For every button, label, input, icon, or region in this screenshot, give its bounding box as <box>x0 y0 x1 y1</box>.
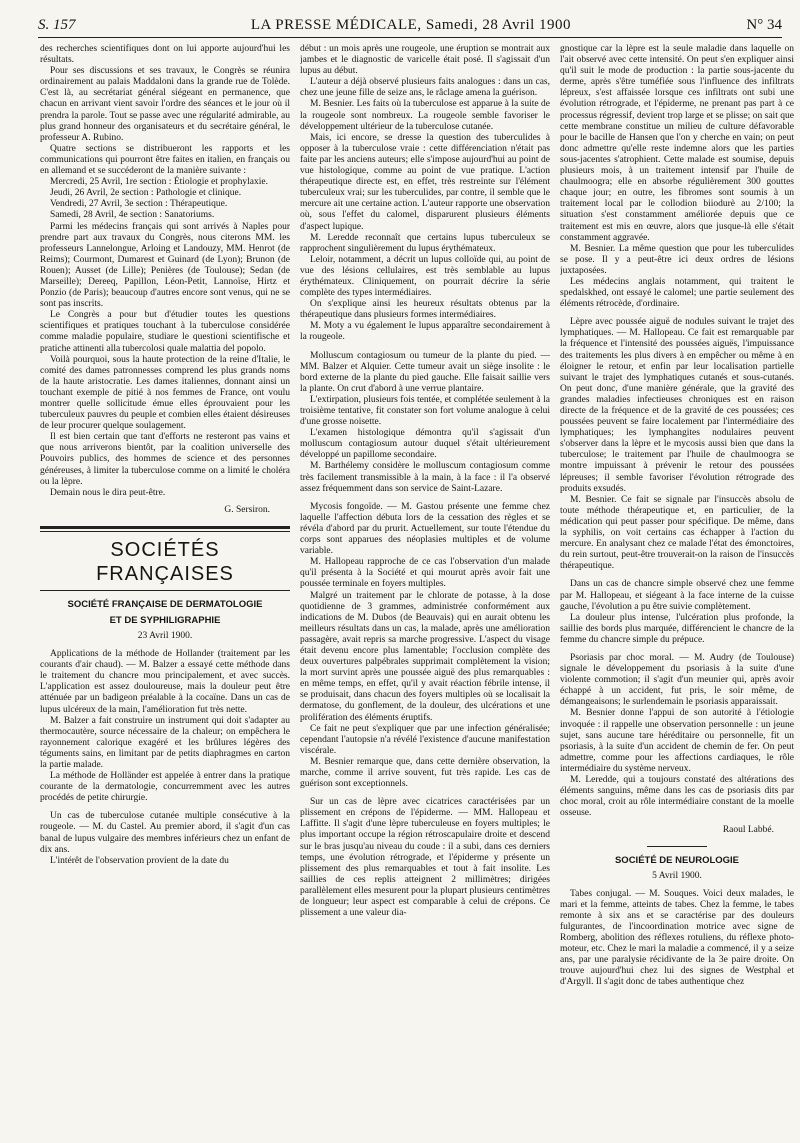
paragraph: M. Hallopeau rapproche de ce cas l'observation d'un malade qu'il présenta à la Société et qui mourut après avoir fait une poussée terminale en foyers multiples. <box>300 557 550 590</box>
divider <box>40 531 290 532</box>
section-schedule: Samedi, 28 Avril, 4e section : Sanatoriums. <box>50 210 215 221</box>
paragraph: M. Moty a vu également le lupus apparaître secondairement à la rougeole. <box>300 321 550 343</box>
paragraph: Molluscum contagiosum ou tumeur de la plante du pied. — MM. Balzer et Alquier. Cette tumeur avait un siège insolite : le bord externe de la plante du pied gauche. Elle faisait saillie vers la plante. On crut d'abord à une verrue plantaire. <box>300 350 550 394</box>
section-schedule: Vendredi, 27 Avril, 3e section : Thérapeutique. <box>50 199 228 210</box>
paragraph: M. Balzer a fait construire un instrument qui doit s'adapter au thermocautère, source nécessaire de la chaleur; on empêchera le rayonnement calorique exagéré et les brûlures légères des téguments sains, en limitant par de petits diaphragmes en carton la partie malade. <box>40 715 290 770</box>
paragraph: Le Congrès a pour but d'étudier toutes les questions scientifiques et pratiques touchant à la tuberculose considérée comme maladie populaire, studiare le questioni scientifische et pratiche attinenti alla tubercolosi quale malattia del popolo. <box>40 310 290 354</box>
paragraph: Les médecins anglais notamment, qui traitent le spedalskhed, ont essayé le calomel; une partie seulement des éléments rétrocède, d'ordinaire. <box>560 276 794 310</box>
society-heading: SOCIÉTÉ DE NEUROLOGIE <box>614 855 740 867</box>
section-heading: SOCIÉTÉS FRANÇAISES <box>96 538 234 585</box>
divider <box>40 590 290 591</box>
paragraph: Mycosis fongoïde. — M. Gastou présente une femme chez laquelle l'affection débuta lors de la cessation des règles et se révéla d'abord par du prurit. Actuellement, sur toute l'étendue du corps sont apparues des néoplasies multiples et de volume variable. <box>300 501 550 557</box>
paragraph: M. Besnier remarque que, dans cette dernière observation, la marche, comme il arrive souvent, fut très rapide. Les cas de guérison sont exceptionnels. <box>300 756 550 790</box>
paragraph: Leloir, notamment, a décrit un lupus colloïde qui, au point de vue des lésions cellulaires, est très semblable au lupus érythémateux. Cliniquement, on pourrait décrire la série complète des types intermédiaires. <box>300 254 550 299</box>
journal-title: LA PRESSE MÉDICALE, Samedi, 28 Avril 1900 <box>250 17 572 33</box>
paragraph: M. Besnier donne l'appui de son autorité à l'étiologie invoquée : il rappelle une observation personnelle : un jeune sujet, sans aucune tare héréditaire ou personnelle, fit un psoriasis, à la suite d'un accident de chemin de fer. On peut admettre, comme pour les affections cardiaques, le rôle intermédiaire du système nerveux. <box>560 708 794 774</box>
paragraph: Sur un cas de lèpre avec cicatrices caractérisées par un plissement en crépons de l'épiderme. — MM. Hallopeau et Laffitte. Il s'agit d'une lèpre tuberculeuse en foyers multiples; le plus important occupe la région rétroscapulaire droite et descend sur le bras jusqu'au niveau du coude : il a subi, dans ces derniers temps, une évolution rétrograde, et l'épiderme y présente un plissement des plus remarquables et tout à fait insolite. Les saillies de ces replis atteignent 2 millimètres; dirigées parallèlement elles mesurent pour la plupart plusieurs centimètres de longueur; leur aspect est comparable à celui de crépons. Ce plissement a une valeur dia- <box>300 797 550 919</box>
session-date: 23 Avril 1900. <box>137 630 193 641</box>
paragraph: Malgré un traitement par le chlorate de potasse, à la dose quotidienne de 3 grammes, administrée conformément aux indications de M. Dubos (de Beauvais) qui en aurait obtenu les meilleurs résultats dans un cas, la malade, après une amélioration passagère, avait repris sa marche progressive. L'aspect du visage était devenu encore plus lamentable; l'occlusion complète des deux ouvertures palpébrales supprimait complètement la vision; la mort survint après une poussée aiguë des plus remarquables : en même temps, en effet, qu'il y avait réaction fébrile intense, il se produisait, dans chacun des foyers multiples où se localisait la dermatose, du gonflement, de la douleur, des ulcérations et une prolifération des éléments éruptifs. <box>300 590 550 723</box>
paragraph: L'examen histologique démontra qu'il s'agissait d'un molluscum contagiosum autour duquel s'était ultérieurement développé un papillome secondaire. <box>300 428 550 461</box>
signature: Raoul Labbé. <box>722 825 774 836</box>
column-1 <box>40 44 290 1139</box>
section-schedule: Jeudi, 26 Avril, 2e section : Pathologie et clinique. <box>50 188 242 199</box>
signature: G. Sersiron. <box>224 504 270 515</box>
paragraph: M. Besnier. Ce fait se signale par l'insuccès absolu de toute méthode thérapeutique et, en particulier, de la médication qui peut passer pour spécifique. De même, dans la syphilis, on voit certains cas échapper à l'action du mercure. En analysant chez ce malade l'état des émonctoires, du rein surtout, peut-être trouverait-on la raison de l'insuccès thérapeutique. <box>560 494 794 572</box>
paragraph: L'extirpation, plusieurs fois tentée, et complétée seulement à la troisième tentative, fit constater son fort volume analogue à celui d'une grosse noisette. <box>300 394 550 428</box>
paragraph: Ce fait ne peut s'expliquer que par une infection généralisée; cependant l'autopsie n'a révélé l'existence d'aucune manifestation viscérale. <box>300 723 550 756</box>
paragraph: M. Leredde reconnaît que certains lupus tuberculeux se rapprochent singulièrement du lupus érythémateux. <box>300 232 550 254</box>
paragraph: Demain nous le dira peut-être. <box>50 487 166 498</box>
paragraph: gnostique car la lèpre est la seule maladie dans laquelle on l'ait observé avec cette intensité. On peut s'en expliquer ainsi qu'il suit le mode de production : la partie sous-jacente du derme, après s'être tuméfiée sous l'influence des infiltrats lépreux, s'est affaissée lorsque ces infiltrats ont subi une évolution rétrograde, et l'épiderme, ne prenant pas part à ce processus régressif, devient trop large et se plisse; on sait que cette membrane constitue un milieu de culture défavorable pour le bacille de Hansen que l'on y cherche en vain; on peut donc admettre qu'elle reste indemne alors que les parties sous-jacentes s'atrophient. Cette malade est soumise, depuis plusieurs mois, à un traitement intensif par l'huile de chaulmoogra; elle en absorbe régulièrement 300 gouttes chaque jour; en outre, les fibromes sont soumis à un traitement local par le collodion biiodurè au 2/100; la situation s'est constamment améliorée depuis que ce traitement est mis en œuvre, alors que jusque-là elle s'était constamment aggravée. <box>560 44 794 243</box>
paragraph: Psoriasis par choc moral. — M. Audry (de Toulouse) signale le développement du psoriasis à la suite d'une violente commotion; il s'agit d'un meunier qui, après avoir échappé à un accident, fut pris, le soir même, de démangeaisons; le surlendemain le psoriasis apparaissait. <box>560 652 794 708</box>
paragraph: Quatre sections se distribueront les rapports et les communications qui pourront être faites en italien, en français ou en allemand et se succéderont de la manière suivante : <box>40 143 290 177</box>
paragraph: début : un mois après une rougeole, une éruption se montrait aux jambes et le diagnostic de varicelle était posé. Il s'agissait d'un lupus au début. <box>300 44 550 77</box>
paragraph: Pour ses discussions et ses travaux, le Congrès se réunira ordinairement au palais Maddaloni dans la grande rue de Tolède. C'est là, au secrétariat général siégeant en permanence, que chacun en arrivant vient savoir l'ordre des séances et le jour où il prendra la parole. Tout se passe avec une régularité admirable, au plus grand honneur des organisateurs et du secrétaire général, le professeur A. Rubino. <box>40 66 290 143</box>
society-line: SOCIÉTÉ FRANÇAISE DE DERMATOLOGIE <box>67 598 263 610</box>
section-schedule: Mercredi, 25 Avril, 1re section : Étiologie et prophylaxie. <box>50 177 268 188</box>
paragraph: Applications de la méthode de Hollander (traitement par les courants d'air chaud). — M. Balzer a essayé cette méthode dans le traitement du chancre mou principalement, et avec succès. L'application est assez douloureuse, mais la douleur peut être atténuée par un badigeon préalable à la cocaïne. Dans un cas de lupus ulcéreux de la main, l'amélioration fut très nette. <box>40 649 290 715</box>
paragraph: On s'explique ainsi les heureux résultats obtenus par la thérapeutique dans plusieurs formes intermédiaires. <box>300 299 550 321</box>
page-header <box>38 8 782 38</box>
paragraph: L'auteur a déjà observé plusieurs faits analogues : dans un cas, chez une jeune fille de seize ans, le râclage amena la guérison. <box>300 77 550 99</box>
paragraph: La douleur plus intense, l'ulcération plus profonde, la saillie des bords plus marquée, différencient le chancre de la femme du chancre simple du prépuce. <box>560 612 794 645</box>
session-date: 5 Avril 1900. <box>652 871 702 882</box>
paragraph: M. Barthélemy considère le molluscum contagiosum comme très facilement transmissible à la main, à la face : il l'a observé assez fréquemment dans son service de Saint-Lazare. <box>300 461 550 494</box>
society-heading <box>40 597 290 629</box>
issue-number: N° 34 <box>746 17 782 33</box>
paragraph: L'intérêt de l'observation provient de la date du <box>50 855 229 866</box>
paragraph: des recherches scientifiques dont on lui apporte aujourd'hui les résultats. <box>40 44 290 66</box>
paragraph: Mais, ici encore, se dresse la question des tuberculides à opposer à la tuberculose vraie : cette différenciation n'était pas faite par les anciens auteurs; elle s'impose aujourd'hui au point de vue histologique, comme au point de vue pratique. L'action thérapeutique directe est, en effet, très restreinte sur l'élément tuberculeux vrai; sur les tuberculides, par contre, il semble que le mercure ait une certaine action. L'auteur rapporte une observation où, sous l'effet du calomel, disparurent plusieurs éléments d'aspect lupique. <box>300 132 550 232</box>
society-line: ET DE SYPHILIGRAPHIE <box>109 614 221 626</box>
divider <box>647 846 707 847</box>
paragraph: Lèpre avec poussée aiguë de nodules suivant le trajet des lymphatiques. — M. Hallopeau. Ce fait est remarquable par la fréquence et l'intensité des poussées aiguës, l'impuissance des traitements les plus divers à en empêcher ou même à en éloigner le retour, et enfin par leur localisation partielle suivant le trajet des lymphatiques cutanés et sous-cutanés. On peut donc, d'une manière générale, que la gravité des grandes maladies infectieuses chroniques est en raison directe de la fréquence et de la gravité de ces poussées; ces poussées peuvent se faire localement par l'intermédiaire des lymphatiques; les lymphangites nodulaires peuvent s'observer dans la lèpre et le mycosis aussi bien que dans la tuberculose; le traitement par l'huile de chaulmoogra se montre impuissant à prévenir le retour des poussées lépreuses; il semble favoriser l'évolution rétrograde des produits exsudés. <box>560 317 794 494</box>
paragraph: M. Besnier. La même question que pour les tuberculides se pose. Il y a peut-être ici deux ordres de lésions juxtaposées. <box>560 243 794 276</box>
paragraph: Dans un cas de chancre simple observé chez une femme par M. Hallopeau, et siégeant à la face interne de la cuisse gauche, l'évolution a pu être suivie complètement. <box>560 579 794 612</box>
paragraph: Un cas de tuberculose cutanée multiple consécutive à la rougeole. — M. du Castel. Au premier abord, il s'agit d'un cas banal de lupus vulgaire des membres inférieurs chez un enfant de dix ans. <box>40 811 290 855</box>
column-3 <box>560 44 794 1139</box>
column-2 <box>300 44 550 1139</box>
divider <box>40 526 290 529</box>
paragraph: Voilà pourquoi, sous la haute protection de la reine d'Italie, le comité des dames patronnesses comprend les plus grands noms de la haute aristocratie. Les dames italiennes, donnant ainsi un touchant exemple de pitié à nos femmes de France, ont voulu montrer quelle sollicitude émue elles éprouvaient pour les tuberculeux pauvres du peuple et combien elles étaient désireuses de leur procurer quelque soulagement. <box>40 354 290 432</box>
paragraph: Il est bien certain que tant d'efforts ne resteront pas vains et que nous arriverons bientôt, par la coalition universelle des Pouvoirs publics, des hommes de science et des personnes généreuses, à limiter la tuberculose comme on a limité le choléra ou la lèpre. <box>40 432 290 487</box>
paragraph: M. Besnier. Les faits où la tuberculose est apparue à la suite de la rougeole sont nombreux. La rougeole semble favoriser le développement ultérieur de la tuberculose cutanée. <box>300 99 550 132</box>
page-number: S. 157 <box>38 17 76 33</box>
paragraph: La méthode de Holländer est appelée à entrer dans la pratique courante de la dermatologie, concurremment avec les autres procédés de petite chirurgie. <box>40 771 290 804</box>
paragraph: Tabes conjugal. — M. Souques. Voici deux malades, le mari et la femme, atteints de tabes. Chez la femme, le tabes remonte à six ans et se caractérise par des douleurs fulgurantes, de l'incoordination motrice avec signe de Romberg, abolition des réflexes rotuliens, du réflexe photo-moteur, etc. Chez le mari la maladie a commencé, il y a seize ans, par une paralysie récidivante de la 3e paire droite. On trouve aujourd'hui chez lui des signes de Westphal et d'Argyll. Il s'agit donc de tabes authentique chez <box>560 888 794 988</box>
paragraph: Parmi les médecins français qui sont arrivés à Naples pour prendre part aux travaux du Congrès, nous citerons MM. les professeurs Lannelongue, Arloing et Landouzy, MM. Henrot (de Reims); Courmont, Dumarest et Guinard (de Lyon); Brunon (de Rouen); Ausset (de Lille); Penières (de Toulouse); Sedan (de Marseille); Dereeq, Papillon, Léon-Petit, Lannoïse, Hirtz et Ponzio (de Paris); beaucoup d'autres encore sont venus, qui ne se sont pas inscrits. <box>40 221 290 310</box>
paragraph: M. Leredde, qui a toujours constaté des altérations des éléments sanguins, même dans les cas de psoriasis dits par choc moral, croit au rôle intermédiaire constant de la moelle osseuse. <box>560 775 794 819</box>
